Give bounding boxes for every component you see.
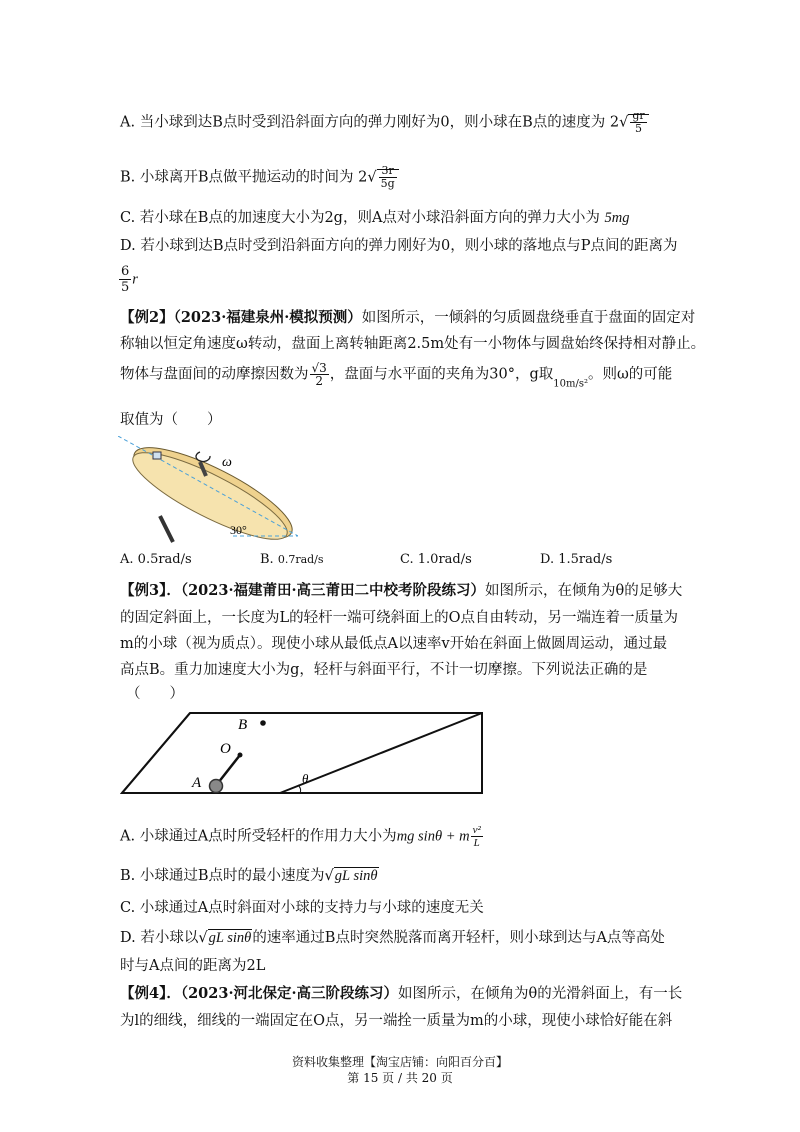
example-text: 如图所示，在倾角为θ的足够大 xyxy=(485,583,683,599)
frac-den: 5 xyxy=(635,122,642,135)
option-label: A. xyxy=(120,828,136,845)
sqrt-expr: √gL sinθ xyxy=(324,868,378,884)
example-tag: 【例2】 xyxy=(120,309,174,326)
example3-line1 xyxy=(120,581,682,601)
frac-den: 5 xyxy=(121,280,130,295)
option-text: 若小球到达B点时受到沿斜面方向的弹力刚好为0，则小球的落地点与P点间的距离为 xyxy=(140,238,678,254)
option-label: A. xyxy=(120,552,134,567)
option-value: 5mg xyxy=(604,210,630,226)
example2-line2: 称轴以恒定角速度ω转动，盘面上离转轴距离2.5m处有一小物体与圆盘始终保持相对静止。 xyxy=(120,336,706,352)
example-source: （2023·河北保定·高三阶段练习） xyxy=(180,985,399,1002)
option-text: 小球通过A点时斜面对小球的支持力与小球的速度无关 xyxy=(139,900,484,916)
example-tag: 【例3】． xyxy=(120,582,181,599)
light-rod xyxy=(218,755,240,783)
option-c-prev xyxy=(120,208,630,228)
frac-den: 2 xyxy=(315,374,323,388)
option-d-prev-answer xyxy=(118,264,138,295)
example3-line4: 高点B。重力加速度大小为g，轻杆与斜面平行，不计一切摩擦。下列说法正确的是 xyxy=(120,662,648,678)
frac-num: v² xyxy=(472,824,481,836)
sqrt-radicand: gL sinθ xyxy=(334,868,378,884)
option-label: D. xyxy=(120,238,136,254)
incline-left-edge xyxy=(122,713,190,793)
coefficient: 2 xyxy=(358,169,368,186)
example-text: 如图所示，一倾斜的匀质圆盘绕垂直于盘面的固定对 xyxy=(361,310,696,326)
option-b-prev xyxy=(120,165,399,190)
example3-option-d-line2: 时与A点间的距离为2L xyxy=(120,958,266,974)
option-expr: mg sinθ + m xyxy=(396,828,470,845)
example3-option-b xyxy=(120,866,379,886)
option-label: C. xyxy=(120,210,136,226)
option-label: B. xyxy=(120,169,136,186)
example3-option-d xyxy=(120,928,665,948)
label-b: B xyxy=(238,717,248,733)
example3-option-a xyxy=(120,824,484,849)
example-tag: 【例4】． xyxy=(120,985,181,1002)
example2-option-b xyxy=(260,552,324,567)
page-number: 第 15 页 / 共 20 页 xyxy=(347,1071,453,1085)
g-value: 10m/s² xyxy=(553,378,588,390)
option-value: 0.5rad/s xyxy=(137,552,192,567)
example2-option-c xyxy=(400,552,472,567)
example3-option-c xyxy=(120,898,484,918)
example-source: （2023·福建泉州·模拟预测） xyxy=(173,309,362,326)
footer-source: 资料收集整理【淘宝店铺：向阳百分百】 xyxy=(291,1055,508,1069)
option-text: 小球通过A点时所受轻杆的作用力大小为 xyxy=(139,828,397,845)
sqrt-expr: √ $\frac{3r}{5g}$ xyxy=(367,165,398,190)
omega-label: ω xyxy=(222,455,232,470)
coefficient: 2 xyxy=(609,114,620,131)
example2-line3 xyxy=(120,362,672,395)
example4-line2: 为l的细线，细线的一端固定在O点，另一端拴一质量为m的小球，现使小球恰好能在斜 xyxy=(120,1013,673,1029)
example2-option-a xyxy=(120,552,192,567)
frac-den: 5g xyxy=(380,177,395,190)
option-value: 1.5rad/s xyxy=(558,552,613,567)
disk-top xyxy=(124,438,296,546)
example-text: 物体与盘面间的动摩擦因数为 xyxy=(120,366,309,383)
frac-num: 3r xyxy=(379,165,397,178)
option-d-prev xyxy=(120,236,677,256)
option-text: 小球通过B点时的最小速度为 xyxy=(139,868,325,884)
example2-option-d xyxy=(540,552,612,567)
option-text: 当小球到达B点时受到沿斜面方向的弹力刚好为0，则小球在B点的速度为 xyxy=(139,114,606,131)
option-label: D. xyxy=(540,552,555,567)
option-label: B. xyxy=(120,868,136,884)
point-b xyxy=(260,720,266,726)
incline-right-edge xyxy=(280,713,482,793)
label-o: O xyxy=(220,741,231,757)
sqrt-expr: √ $\frac{gr}{5}$ xyxy=(619,110,649,135)
example3-line2: 的固定斜面上，一长度为L的轻杆一端可绕斜面上的O点自由转动，另一端连着一质量为 xyxy=(120,610,679,626)
example2-line4: 取值为（ ） xyxy=(120,412,222,428)
option-label: D. xyxy=(120,930,136,946)
label-theta: θ xyxy=(302,771,309,786)
option-value: 1.0rad/s xyxy=(417,552,472,567)
angle-label: 30° xyxy=(230,523,247,537)
tilted-disk-figure xyxy=(118,436,298,546)
sqrt-expr: √gL sinθ xyxy=(198,930,252,946)
frac-num: √3 xyxy=(311,361,327,375)
option-a-prev xyxy=(120,110,649,135)
label-a: A xyxy=(192,775,202,791)
option-text: 若小球以 xyxy=(140,930,199,946)
example-text: 。则ω的可能 xyxy=(587,366,673,383)
rotation-arrow-icon xyxy=(196,452,210,462)
frac-num: 6 xyxy=(121,264,130,279)
example3-line5: （ ） xyxy=(126,686,184,702)
option-label: C. xyxy=(400,552,414,567)
option-text: 小球离开B点做平抛运动的时间为 xyxy=(139,169,354,186)
example4-line1 xyxy=(120,984,682,1004)
option-text: 的速率通过B点时突然脱落而离开轻杆，则小球到达与A点等高处 xyxy=(252,930,665,946)
small-block xyxy=(153,452,161,459)
frac-num: gr xyxy=(632,109,645,122)
ball xyxy=(210,780,223,793)
frac-den: L xyxy=(473,837,480,849)
option-label: C. xyxy=(120,900,136,916)
example-text: 如图所示，在倾角为θ的光滑斜面上，有一长 xyxy=(398,986,683,1002)
example3-line3: m的小球（视为质点）。现使小球从最低点A以速率v开始在斜面上做圆周运动，通过最 xyxy=(120,636,668,652)
incline-rod-figure xyxy=(120,705,485,805)
axle-bottom xyxy=(160,516,173,542)
frac-tail: r xyxy=(132,271,138,288)
option-text: 若小球在B点的加速度大小为2g，则A点对小球沿斜面方向的弹力大小为 xyxy=(139,210,600,226)
example2-line1 xyxy=(120,308,695,328)
option-value: 0.7rad/s xyxy=(277,553,324,566)
option-label: B. xyxy=(260,552,274,567)
example-source: （2023·福建莆田·高三莆田二中校考阶段练习） xyxy=(180,582,486,599)
example-text: ，盘面与水平面的夹角为30°，g取 xyxy=(329,366,554,383)
option-label: A. xyxy=(120,114,136,131)
sqrt-radicand: gL sinθ xyxy=(208,930,252,946)
